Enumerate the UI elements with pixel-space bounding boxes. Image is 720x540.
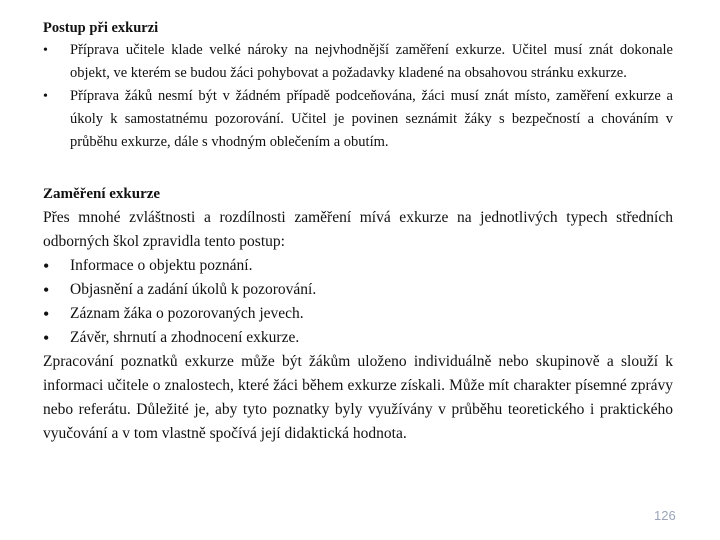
bullet-text: Informace o objektu poznání.: [70, 257, 253, 274]
section-zamereni: [43, 183, 673, 446]
bullet-item: [43, 278, 673, 302]
bullet-icon: •: [43, 256, 50, 276]
bullet-icon: •: [43, 304, 50, 324]
bullet-item: [43, 326, 673, 350]
bullet-text: Objasnění a zadání úkolů k pozorování.: [70, 281, 317, 298]
bullet-item: [43, 254, 673, 278]
slide-content: [43, 17, 673, 446]
bullet-icon: •: [43, 280, 50, 300]
bullet-text: Záznam žáka o pozorovaných jevech.: [70, 305, 304, 322]
bullet-item: [43, 39, 673, 85]
bullet-icon: •: [43, 89, 48, 104]
bullet-item: [43, 302, 673, 326]
bullet-icon: •: [43, 43, 48, 58]
bullet-item: [43, 85, 673, 154]
closing-paragraph: Zpracování poznatků exkurze může být žákům uloženo individuálně nebo skupinově a slouží k informaci učitele o znalostech, které žáci během exkurze získali. Může mít charakter písemné zprávy nebo referátu. Důležité je, aby tyto poznatky byly využívány v průběhu teoretického i praktického vyučování a v tom vlastně spočívá její didaktická hodnota.: [43, 353, 673, 442]
page-number: 126: [654, 508, 676, 523]
bullet-text: Příprava žáků nesmí být v žádném případě podceňována, žáci musí znát místo, zaměření exkurze a úkoly k samostatnému pozorování. Učitel je povinen seznámit žáky s bezpečností a chováním v průběhu exkurze, dále s vhodným oblečením a obutím.: [70, 88, 673, 150]
intro-paragraph: Přes mnohé zvláštnosti a rozdílnosti zaměření mívá exkurze na jednotlivých typech středních odborných škol zpravidla tento postup:: [43, 209, 673, 250]
bullet-text: Závěr, shrnutí a zhodnocení exkurze.: [70, 329, 300, 346]
section-heading-zamereni: Zaměření exkurze: [43, 186, 161, 202]
bullet-icon: •: [43, 328, 50, 348]
section-heading-postup: Postup při exkurzi: [43, 20, 159, 36]
bullet-text: Příprava učitele klade velké nároky na nejvhodnější zaměření exkurze. Učitel musí znát dokonale objekt, ve kterém se budou žáci pohybovat a požadavky kladené na obsahovou stránku exkurze.: [70, 42, 673, 81]
section-postup: [43, 17, 673, 154]
